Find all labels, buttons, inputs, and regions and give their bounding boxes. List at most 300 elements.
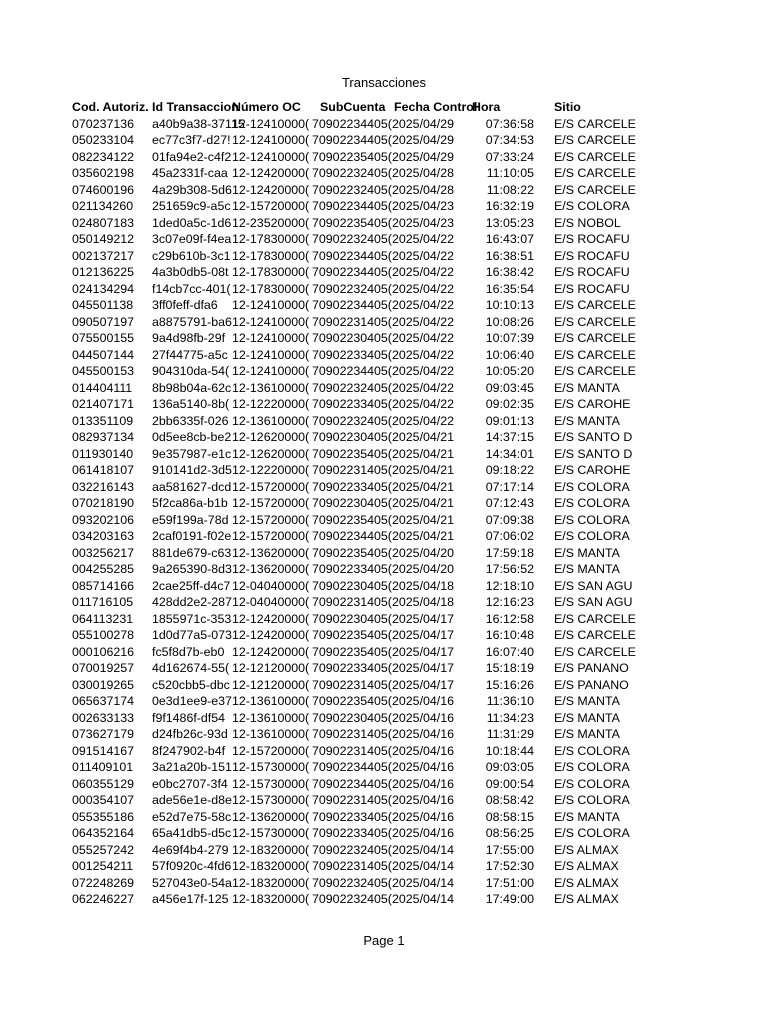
numero-oc-cell: 12-13620000( — [232, 545, 310, 560]
cod-autoriz-cell: 064352164 — [72, 826, 135, 840]
page-title: Transacciones — [341, 75, 427, 90]
fecha-control-cell: 2025/04/22 — [392, 281, 455, 296]
hora-cell: 12:18:10 — [485, 578, 534, 593]
sitio-cell: E/S MANTA — [554, 413, 620, 428]
hora-cell: 10:08:26 — [485, 314, 534, 329]
id-transaccion-cell: 2caf0191-f02e — [152, 529, 232, 543]
fecha-control-cell: 2025/04/17 — [392, 611, 455, 626]
cod-autoriz-cell: 090507197 — [72, 314, 135, 329]
sitio-cell: E/S CARCELE — [554, 331, 636, 345]
numero-oc-cell: 12-12410000( — [232, 133, 310, 147]
numero-oc-cell: 12-13610000( — [232, 710, 310, 725]
sitio-cell: E/S COLORA — [554, 776, 630, 791]
id-transaccion-cell: e59f199a-78d — [152, 512, 229, 527]
numero-oc-cell: 12-12420000( — [232, 166, 310, 180]
id-transaccion-cell: 1d0d77a5-073 — [152, 628, 232, 642]
table-row — [72, 842, 635, 859]
numero-oc-cell: 12-12410000( — [232, 149, 310, 164]
id-transaccion-cell: 251659c9-a5c — [152, 199, 231, 213]
id-transaccion-cell: 9e357987-e1c — [152, 446, 232, 461]
numero-oc-cell: 12-13610000( — [232, 413, 310, 428]
hora-cell: 07:36:58 — [485, 116, 534, 131]
fecha-control-cell: 2025/04/22 — [392, 347, 455, 362]
cod-autoriz-cell: 012136225 — [72, 265, 135, 279]
cod-autoriz-cell: 065637174 — [72, 694, 135, 708]
fecha-control-cell: 2025/04/23 — [392, 199, 455, 213]
hora-cell: 10:10:13 — [485, 298, 534, 312]
cod-autoriz-cell: 002633133 — [72, 710, 135, 725]
sitio-cell: E/S ALMAX — [554, 892, 619, 906]
subcuenta-cell: 70902235405( — [312, 628, 392, 642]
cod-autoriz-cell: 064113231 — [72, 611, 134, 626]
table-row — [72, 363, 635, 380]
table-row — [72, 231, 635, 248]
cod-autoriz-cell: 034203163 — [72, 529, 135, 543]
cod-autoriz-cell: 011716105 — [72, 595, 134, 609]
table-row — [72, 132, 635, 149]
fecha-control-cell: 2025/04/17 — [392, 644, 455, 659]
numero-oc-cell: 12-12420000( — [232, 628, 310, 642]
numero-oc-cell: 12-15730000( — [232, 826, 310, 840]
cod-autoriz-cell: 061418107 — [72, 463, 135, 477]
hora-cell: 17:56:52 — [485, 562, 534, 576]
cod-autoriz-cell: 045500153 — [72, 364, 135, 378]
fecha-control-cell: 2025/04/29 — [392, 133, 455, 147]
cod-autoriz-cell: 011930140 — [72, 446, 134, 461]
hora-cell: 16:32:19 — [485, 199, 534, 213]
sitio-cell: E/S CARCELE — [554, 133, 636, 147]
id-transaccion-cell: aa581627-dcd — [152, 479, 232, 494]
cod-autoriz-cell: 070218190 — [72, 496, 135, 510]
column-header-numero-oc: Número OC — [232, 100, 301, 114]
table-row — [72, 314, 635, 331]
id-transaccion-cell: 910141d2-3d5 — [152, 463, 232, 477]
sitio-cell: E/S CAROHE — [554, 463, 631, 477]
fecha-control-cell: 2025/04/22 — [392, 232, 455, 246]
hora-cell: 15:16:26 — [485, 677, 534, 692]
fecha-control-cell: 2025/04/20 — [392, 562, 455, 576]
id-transaccion-cell: f9f1486f-df54 — [152, 710, 226, 725]
fecha-control-cell: 2025/04/14 — [392, 875, 455, 890]
hora-cell: 07:09:38 — [485, 512, 534, 527]
hora-cell: 08:56:25 — [485, 826, 534, 840]
cod-autoriz-cell: 075500155 — [72, 331, 135, 345]
sitio-cell: E/S MANTA — [554, 809, 620, 824]
hora-cell: 17:51:00 — [485, 875, 534, 890]
table-row — [72, 248, 635, 265]
id-transaccion-cell: 2bb6335f-026 — [152, 413, 229, 428]
cod-autoriz-cell: 000106216 — [72, 644, 135, 659]
subcuenta-cell: 70902232405( — [312, 875, 392, 890]
id-transaccion-cell: fc5f8d7b-eb0 — [152, 644, 225, 659]
hora-cell: 08:58:15 — [485, 809, 534, 824]
cod-autoriz-cell: 000354107 — [72, 793, 135, 807]
table-row — [72, 528, 635, 545]
table-header-row — [72, 99, 635, 116]
subcuenta-cell: 70902230405( — [312, 710, 392, 725]
hora-cell: 09:01:13 — [485, 413, 534, 428]
sitio-cell: E/S NOBOL — [554, 215, 621, 230]
numero-oc-cell: 12-12220000( — [232, 463, 310, 477]
numero-oc-cell: 12-18320000( — [232, 859, 310, 873]
cod-autoriz-cell: 024134294 — [72, 281, 135, 296]
fecha-control-cell: 2025/04/16 — [392, 776, 455, 791]
subcuenta-cell: 70902232405( — [312, 182, 392, 197]
subcuenta-cell: 70902235405( — [312, 512, 392, 527]
subcuenta-cell: 70902233405( — [312, 562, 392, 576]
id-transaccion-cell: e52d7e75-58c — [152, 809, 232, 824]
cod-autoriz-cell: 074600196 — [72, 182, 135, 197]
id-transaccion-cell: d24fb26c-93d — [152, 727, 228, 741]
sitio-cell: E/S PANANO — [554, 661, 629, 675]
table-row — [72, 627, 635, 644]
fecha-control-cell: 2025/04/28 — [392, 166, 455, 180]
hora-cell: 11:36:10 — [486, 694, 534, 708]
id-transaccion-cell: 428dd2e2-287 — [152, 595, 232, 609]
hora-cell: 07:34:53 — [485, 133, 534, 147]
cod-autoriz-cell: 004255285 — [72, 562, 135, 576]
table-row — [72, 182, 635, 199]
sitio-cell: E/S PANANO — [554, 677, 629, 692]
cod-autoriz-cell: 021407171 — [72, 397, 135, 411]
table-row — [72, 809, 635, 826]
hora-cell: 09:18:22 — [485, 463, 534, 477]
numero-oc-cell: 12-17830000( — [232, 265, 310, 279]
hora-cell: 10:07:39 — [485, 331, 534, 345]
fecha-control-cell: 2025/04/21 — [392, 512, 455, 527]
subcuenta-cell: 70902232405( — [312, 842, 392, 857]
numero-oc-cell: 12-12410000( — [232, 298, 310, 312]
cod-autoriz-cell: 073627179 — [72, 727, 135, 741]
cod-autoriz-cell: 062246227 — [72, 892, 135, 906]
subcuenta-cell: 70902230405( — [312, 331, 392, 345]
subcuenta-cell: 70902234405( — [312, 776, 392, 791]
sitio-cell: E/S MANTA — [554, 380, 620, 395]
subcuenta-cell: 70902230405( — [312, 496, 392, 510]
cod-autoriz-cell: 032216143 — [72, 479, 135, 494]
sitio-cell: E/S CARCELE — [554, 116, 636, 131]
column-header-hora: Hora — [472, 100, 501, 114]
subcuenta-cell: 70902234405( — [312, 364, 392, 378]
fecha-control-cell: 2025/04/21 — [392, 446, 455, 461]
cod-autoriz-cell: 082937134 — [72, 430, 135, 444]
subcuenta-cell: 70902231405( — [312, 859, 392, 873]
numero-oc-cell: 12-13620000( — [232, 562, 310, 576]
fecha-control-cell: 2025/04/21 — [392, 529, 455, 543]
table-row — [72, 743, 635, 760]
hora-cell: 11:08:22 — [486, 182, 534, 197]
subcuenta-cell: 70902234405( — [312, 529, 392, 543]
sitio-cell: E/S COLORA — [554, 529, 630, 543]
fecha-control-cell: 2025/04/21 — [392, 430, 455, 444]
numero-oc-cell: 12-23520000( — [232, 215, 310, 230]
subcuenta-cell: 70902233405( — [312, 826, 392, 840]
subcuenta-cell: 70902232405( — [312, 380, 392, 395]
fecha-control-cell: 2025/04/23 — [392, 215, 455, 230]
numero-oc-cell: 12-12410000( — [232, 331, 310, 345]
subcuenta-cell: 70902233405( — [312, 809, 392, 824]
id-transaccion-cell: 9a4d98fb-29f — [152, 331, 226, 345]
numero-oc-cell: 12-12120000( — [232, 661, 310, 675]
numero-oc-cell: 12-18320000( — [232, 842, 310, 857]
id-transaccion-cell: 8b98b04a-62c — [152, 380, 232, 395]
subcuenta-cell: 70902230405( — [312, 578, 392, 593]
subcuenta-cell: 70902233405( — [312, 397, 392, 411]
table-row — [72, 858, 635, 875]
numero-oc-cell: 12-12620000( — [232, 446, 310, 461]
sitio-cell: E/S SANTO D — [554, 446, 633, 461]
fecha-control-cell: 2025/04/17 — [392, 628, 455, 642]
id-transaccion-cell: 3a21a20b-151 — [152, 760, 232, 774]
numero-oc-cell: 12-15730000( — [232, 760, 310, 774]
id-transaccion-cell: c29b610b-3c1 — [152, 248, 231, 263]
fecha-control-cell: 2025/04/16 — [392, 793, 455, 807]
cod-autoriz-cell: 045501138 — [72, 298, 134, 312]
hora-cell: 16:12:58 — [485, 611, 534, 626]
numero-oc-cell: 12-18320000( — [232, 875, 310, 890]
fecha-control-cell: 2025/04/14 — [392, 859, 455, 873]
subcuenta-cell: 70902235405( — [312, 215, 392, 230]
hora-cell: 17:59:18 — [485, 545, 534, 560]
subcuenta-cell: 70902235405( — [312, 694, 392, 708]
hora-cell: 16:07:40 — [485, 644, 534, 659]
sitio-cell: E/S COLORA — [554, 199, 630, 213]
fecha-control-cell: 2025/04/16 — [392, 760, 455, 774]
table-row — [72, 512, 635, 529]
table-row — [72, 479, 635, 496]
numero-oc-cell: 12-12410000( — [232, 116, 310, 131]
cod-autoriz-cell: 003256217 — [72, 545, 135, 560]
fecha-control-cell: 2025/04/16 — [392, 743, 455, 758]
id-transaccion-cell: 5f2ca86a-b1b — [152, 496, 228, 510]
fecha-control-cell: 2025/04/17 — [392, 677, 455, 692]
sitio-cell: E/S ROCAFU — [554, 232, 630, 246]
hora-cell: 16:38:51 — [485, 248, 534, 263]
id-transaccion-cell: ec77c3f7-d27! — [152, 133, 231, 147]
id-transaccion-cell: 2cae25ff-d4c7 — [152, 578, 231, 593]
sitio-cell: E/S MANTA — [554, 710, 620, 725]
fecha-control-cell: 2025/04/21 — [392, 496, 455, 510]
table-row — [72, 281, 635, 298]
cod-autoriz-cell: 013351109 — [72, 413, 134, 428]
sitio-cell: E/S COLORA — [554, 479, 630, 494]
sitio-cell: E/S ALMAX — [554, 842, 619, 857]
fecha-control-cell: 2025/04/16 — [392, 727, 455, 741]
sitio-cell: E/S COLORA — [554, 793, 630, 807]
id-transaccion-cell: 45a2331f-caa — [152, 166, 228, 180]
id-transaccion-cell: 4a29b308-5d6 — [152, 182, 232, 197]
numero-oc-cell: 12-12620000( — [232, 430, 310, 444]
numero-oc-cell: 12-12410000( — [232, 347, 310, 362]
numero-oc-cell: 12-15720000( — [232, 529, 310, 543]
cod-autoriz-cell: 072248269 — [72, 875, 135, 890]
table-row — [72, 413, 635, 430]
id-transaccion-cell: 0d5ee8cb-be2 — [152, 430, 232, 444]
table-row — [72, 677, 635, 694]
numero-oc-cell: 12-12420000( — [232, 611, 310, 626]
id-transaccion-cell: 3c07e09f-f4ea — [152, 232, 232, 246]
hora-cell: 17:55:00 — [485, 842, 534, 857]
subcuenta-cell: 70902231405( — [312, 677, 392, 692]
fecha-control-cell: 2025/04/29 — [392, 116, 455, 131]
sitio-cell: E/S CAROHE — [554, 397, 631, 411]
sitio-cell: E/S CARCELE — [554, 644, 636, 659]
numero-oc-cell: 12-12410000( — [232, 364, 310, 378]
table-row — [72, 578, 635, 595]
table-row — [72, 198, 635, 215]
id-transaccion-cell: ade56e1e-d8e — [152, 793, 232, 807]
table-row — [72, 561, 635, 578]
table-row — [72, 759, 635, 776]
fecha-control-cell: 2025/04/22 — [392, 397, 455, 411]
hora-cell: 11:10:05 — [486, 166, 534, 180]
id-transaccion-cell: 57f0920c-4fd6 — [152, 859, 232, 873]
table-row — [72, 446, 635, 463]
numero-oc-cell: 12-12420000( — [232, 182, 310, 197]
hora-cell: 10:06:40 — [485, 347, 534, 362]
numero-oc-cell: 12-17830000( — [232, 232, 310, 246]
id-transaccion-cell: 1855971c-353 — [152, 611, 232, 626]
cod-autoriz-cell: 044507144 — [72, 347, 135, 362]
id-transaccion-cell: a40b9a38-37115 — [152, 116, 245, 131]
subcuenta-cell: 70902234405( — [312, 265, 392, 279]
hora-cell: 12:16:23 — [485, 595, 534, 609]
table-row — [72, 825, 635, 842]
sitio-cell: E/S COLORA — [554, 826, 630, 840]
numero-oc-cell: 12-15720000( — [232, 496, 310, 510]
fecha-control-cell: 2025/04/16 — [392, 694, 455, 708]
fecha-control-cell: 2025/04/22 — [392, 314, 455, 329]
sitio-cell: E/S MANTA — [554, 562, 620, 576]
hora-cell: 07:06:02 — [485, 529, 534, 543]
sitio-cell: E/S COLORA — [554, 512, 630, 527]
numero-oc-cell: 12-15720000( — [232, 479, 310, 494]
id-transaccion-cell: 4a3b0db5-08t — [152, 265, 229, 279]
cod-autoriz-cell: 070019257 — [72, 661, 135, 675]
table-row — [72, 594, 635, 611]
hora-cell: 07:12:43 — [485, 496, 534, 510]
numero-oc-cell: 12-18320000( — [232, 892, 310, 906]
cod-autoriz-cell: 021134260 — [72, 199, 134, 213]
subcuenta-cell: 70902235405( — [312, 149, 392, 164]
subcuenta-cell: 70902231405( — [312, 463, 392, 477]
id-transaccion-cell: e0bc2707-3f4 — [152, 776, 228, 791]
fecha-control-cell: 2025/04/28 — [392, 182, 455, 197]
table-row — [72, 330, 635, 347]
table-row — [72, 380, 635, 397]
fecha-control-cell: 2025/04/14 — [392, 842, 455, 857]
numero-oc-cell: 12-12220000( — [232, 397, 310, 411]
sitio-cell: E/S ROCAFU — [554, 248, 630, 263]
cod-autoriz-cell: 014404111 — [72, 380, 133, 395]
subcuenta-cell: 70902234405( — [312, 199, 392, 213]
table-body — [72, 116, 635, 908]
sitio-cell: E/S ALMAX — [554, 875, 619, 890]
column-header-id-transaccion: Id Transaccion — [152, 100, 239, 114]
table-row — [72, 347, 635, 364]
hora-cell: 10:05:20 — [485, 364, 534, 378]
id-transaccion-cell: 4e69f4b4-279 — [152, 842, 229, 857]
subcuenta-cell: 70902231405( — [312, 743, 392, 758]
table-row — [72, 611, 635, 628]
subcuenta-cell: 70902231405( — [312, 314, 392, 329]
table-row — [72, 215, 635, 232]
numero-oc-cell: 12-13610000( — [232, 694, 310, 708]
cod-autoriz-cell: 055355186 — [72, 809, 135, 824]
id-transaccion-cell: a8875791-ba6 — [152, 314, 232, 329]
fecha-control-cell: 2025/04/21 — [392, 479, 455, 494]
subcuenta-cell: 70902234405( — [312, 133, 392, 147]
cod-autoriz-cell: 093202106 — [72, 512, 135, 527]
subcuenta-cell: 70902234405( — [312, 760, 392, 774]
sitio-cell: E/S SAN AGU — [554, 595, 633, 609]
table-row — [72, 776, 635, 793]
table-row — [72, 726, 635, 743]
id-transaccion-cell: 904310da-54( — [152, 364, 230, 378]
table-row — [72, 165, 635, 182]
sitio-cell: E/S SANTO D — [554, 430, 633, 444]
numero-oc-cell: 12-13610000( — [232, 727, 310, 741]
hora-cell: 07:33:24 — [485, 149, 534, 164]
sitio-cell: E/S ALMAX — [554, 859, 619, 873]
cod-autoriz-cell: 060355129 — [72, 776, 135, 791]
fecha-control-cell: 2025/04/22 — [392, 265, 455, 279]
cod-autoriz-cell: 055100278 — [72, 628, 135, 642]
fecha-control-cell: 2025/04/22 — [392, 331, 455, 345]
id-transaccion-cell: a456e17f-125 — [152, 892, 229, 906]
table-row — [72, 660, 635, 677]
subcuenta-cell: 70902233405( — [312, 347, 392, 362]
numero-oc-cell: 12-17830000( — [232, 248, 310, 263]
hora-cell: 08:58:42 — [485, 793, 534, 807]
fecha-control-cell: 2025/04/21 — [392, 463, 455, 477]
fecha-control-cell: 2025/04/18 — [392, 578, 455, 593]
fecha-control-cell: 2025/04/22 — [392, 380, 455, 395]
subcuenta-cell: 70902233405( — [312, 479, 392, 494]
sitio-cell: E/S ROCAFU — [554, 281, 630, 296]
table-row — [72, 875, 635, 892]
table-row — [72, 792, 635, 809]
id-transaccion-cell: f14cb7cc-401( — [152, 281, 231, 296]
fecha-control-cell: 2025/04/22 — [392, 248, 455, 263]
numero-oc-cell: 12-15730000( — [232, 793, 310, 807]
cod-autoriz-cell: 002137217 — [72, 248, 135, 263]
id-transaccion-cell: 881de679-c63 — [152, 545, 232, 560]
hora-cell: 16:35:54 — [485, 281, 534, 296]
fecha-control-cell: 2025/04/20 — [392, 545, 455, 560]
id-transaccion-cell: 4d162674-55( — [152, 661, 230, 675]
hora-cell: 10:18:44 — [485, 743, 534, 758]
sitio-cell: E/S SAN AGU — [554, 578, 633, 593]
cod-autoriz-cell: 050233104 — [72, 133, 135, 147]
column-header-subcuenta: SubCuenta — [320, 100, 386, 114]
id-transaccion-cell: 9a265390-8d3 — [152, 562, 232, 576]
sitio-cell: E/S CARCELE — [554, 364, 636, 378]
fecha-control-cell: 2025/04/14 — [392, 892, 455, 906]
subcuenta-cell: 70902232405( — [312, 166, 392, 180]
sitio-cell: E/S CARCELE — [554, 166, 636, 180]
id-transaccion-cell: 136a5140-8b( — [152, 397, 230, 411]
sitio-cell: E/S COLORA — [554, 743, 630, 758]
column-header-fecha-control: Fecha Control — [394, 100, 478, 114]
hora-cell: 16:38:42 — [485, 265, 534, 279]
sitio-cell: E/S CARCELE — [554, 149, 636, 164]
hora-cell: 09:03:05 — [485, 760, 534, 774]
subcuenta-cell: 70902231405( — [312, 793, 392, 807]
subcuenta-cell: 70902234405( — [312, 248, 392, 263]
transactions-table — [72, 99, 635, 908]
hora-cell: 09:02:35 — [485, 397, 534, 411]
